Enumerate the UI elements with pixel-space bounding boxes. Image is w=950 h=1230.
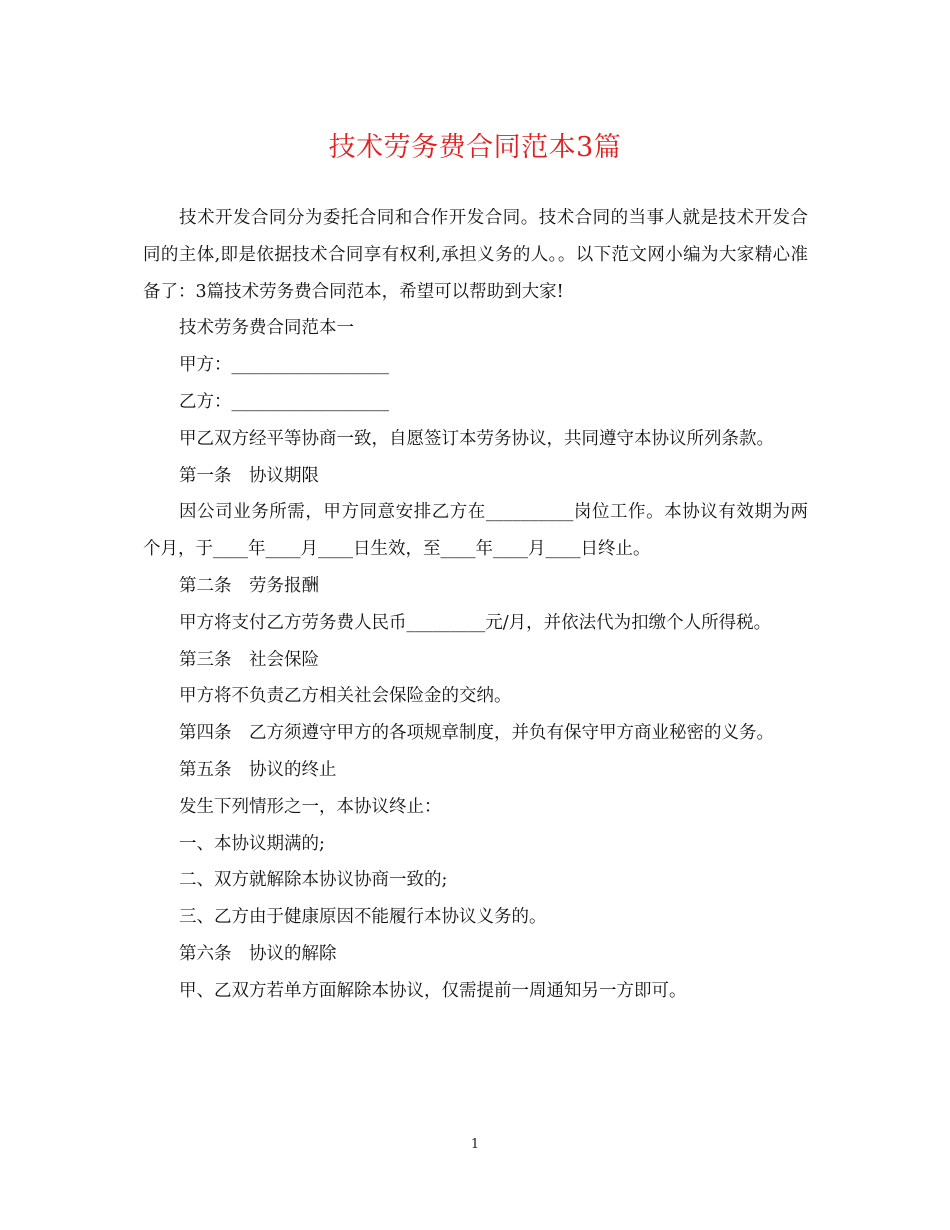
article-6-heading: 第六条 协议的解除 (179, 943, 337, 964)
termination-item-2: 二、双方就解除本协议协商一致的; (179, 870, 448, 891)
article-4-text: 第四条 乙方须遵守甲方的各项规章制度，并负有保守甲方商业秘密的义务。 (179, 723, 774, 744)
article-2-text: 甲方将支付乙方劳务费人民币_________元/月，并依法代为扣缴个人所得税。 (179, 612, 772, 633)
agreement-preamble: 甲乙双方经平等协商一致，自愿签订本劳务协议，共同遵守本协议所列条款。 (179, 428, 774, 449)
article-3-text: 甲方将不负责乙方相关社会保险金的交纳。 (179, 686, 512, 707)
article-5-intro: 发生下列情形之一，本协议终止： (179, 796, 442, 817)
article-2-heading: 第二条 劳务报酬 (179, 575, 319, 596)
termination-item-3: 三、乙方由于健康原因不能履行本协议义务的。 (179, 907, 547, 928)
article-1-text: 因公司业务所需，甲方同意安排乙方在__________岗位工作。本协议有效期为两个月，于____年____月____日生效，至____年____月____日终止。 (143, 502, 808, 560)
document-title: 技术劳务费合同范本3篇 (328, 132, 622, 163)
article-5-heading: 第五条 协议的终止 (179, 759, 337, 780)
section-heading-contract-one: 技术劳务费合同范本一 (179, 318, 354, 339)
party-a-line: 甲方：__________________ (179, 355, 389, 376)
article-3-heading: 第三条 社会保险 (179, 649, 319, 670)
party-b-line: 乙方：__________________ (179, 391, 389, 412)
article-1-heading: 第一条 协议期限 (179, 465, 319, 486)
page-number: 1 (470, 1137, 480, 1152)
intro-paragraph: 技术开发合同分为委托合同和合作开发合同。技术合同的当事人就是技术开发合同的主体,即是依据技术合同享有权利,承担义务的人。。以下范文网小编为大家精心准备了：3篇技术劳务费合同范本，希望可以帮助到大家! (143, 208, 808, 302)
termination-item-1: 一、本协议期满的; (179, 833, 325, 854)
article-6-text: 甲、乙双方若单方面解除本协议，仅需提前一周通知另一方即可。 (179, 980, 687, 1001)
document-body (143, 200, 808, 1010)
